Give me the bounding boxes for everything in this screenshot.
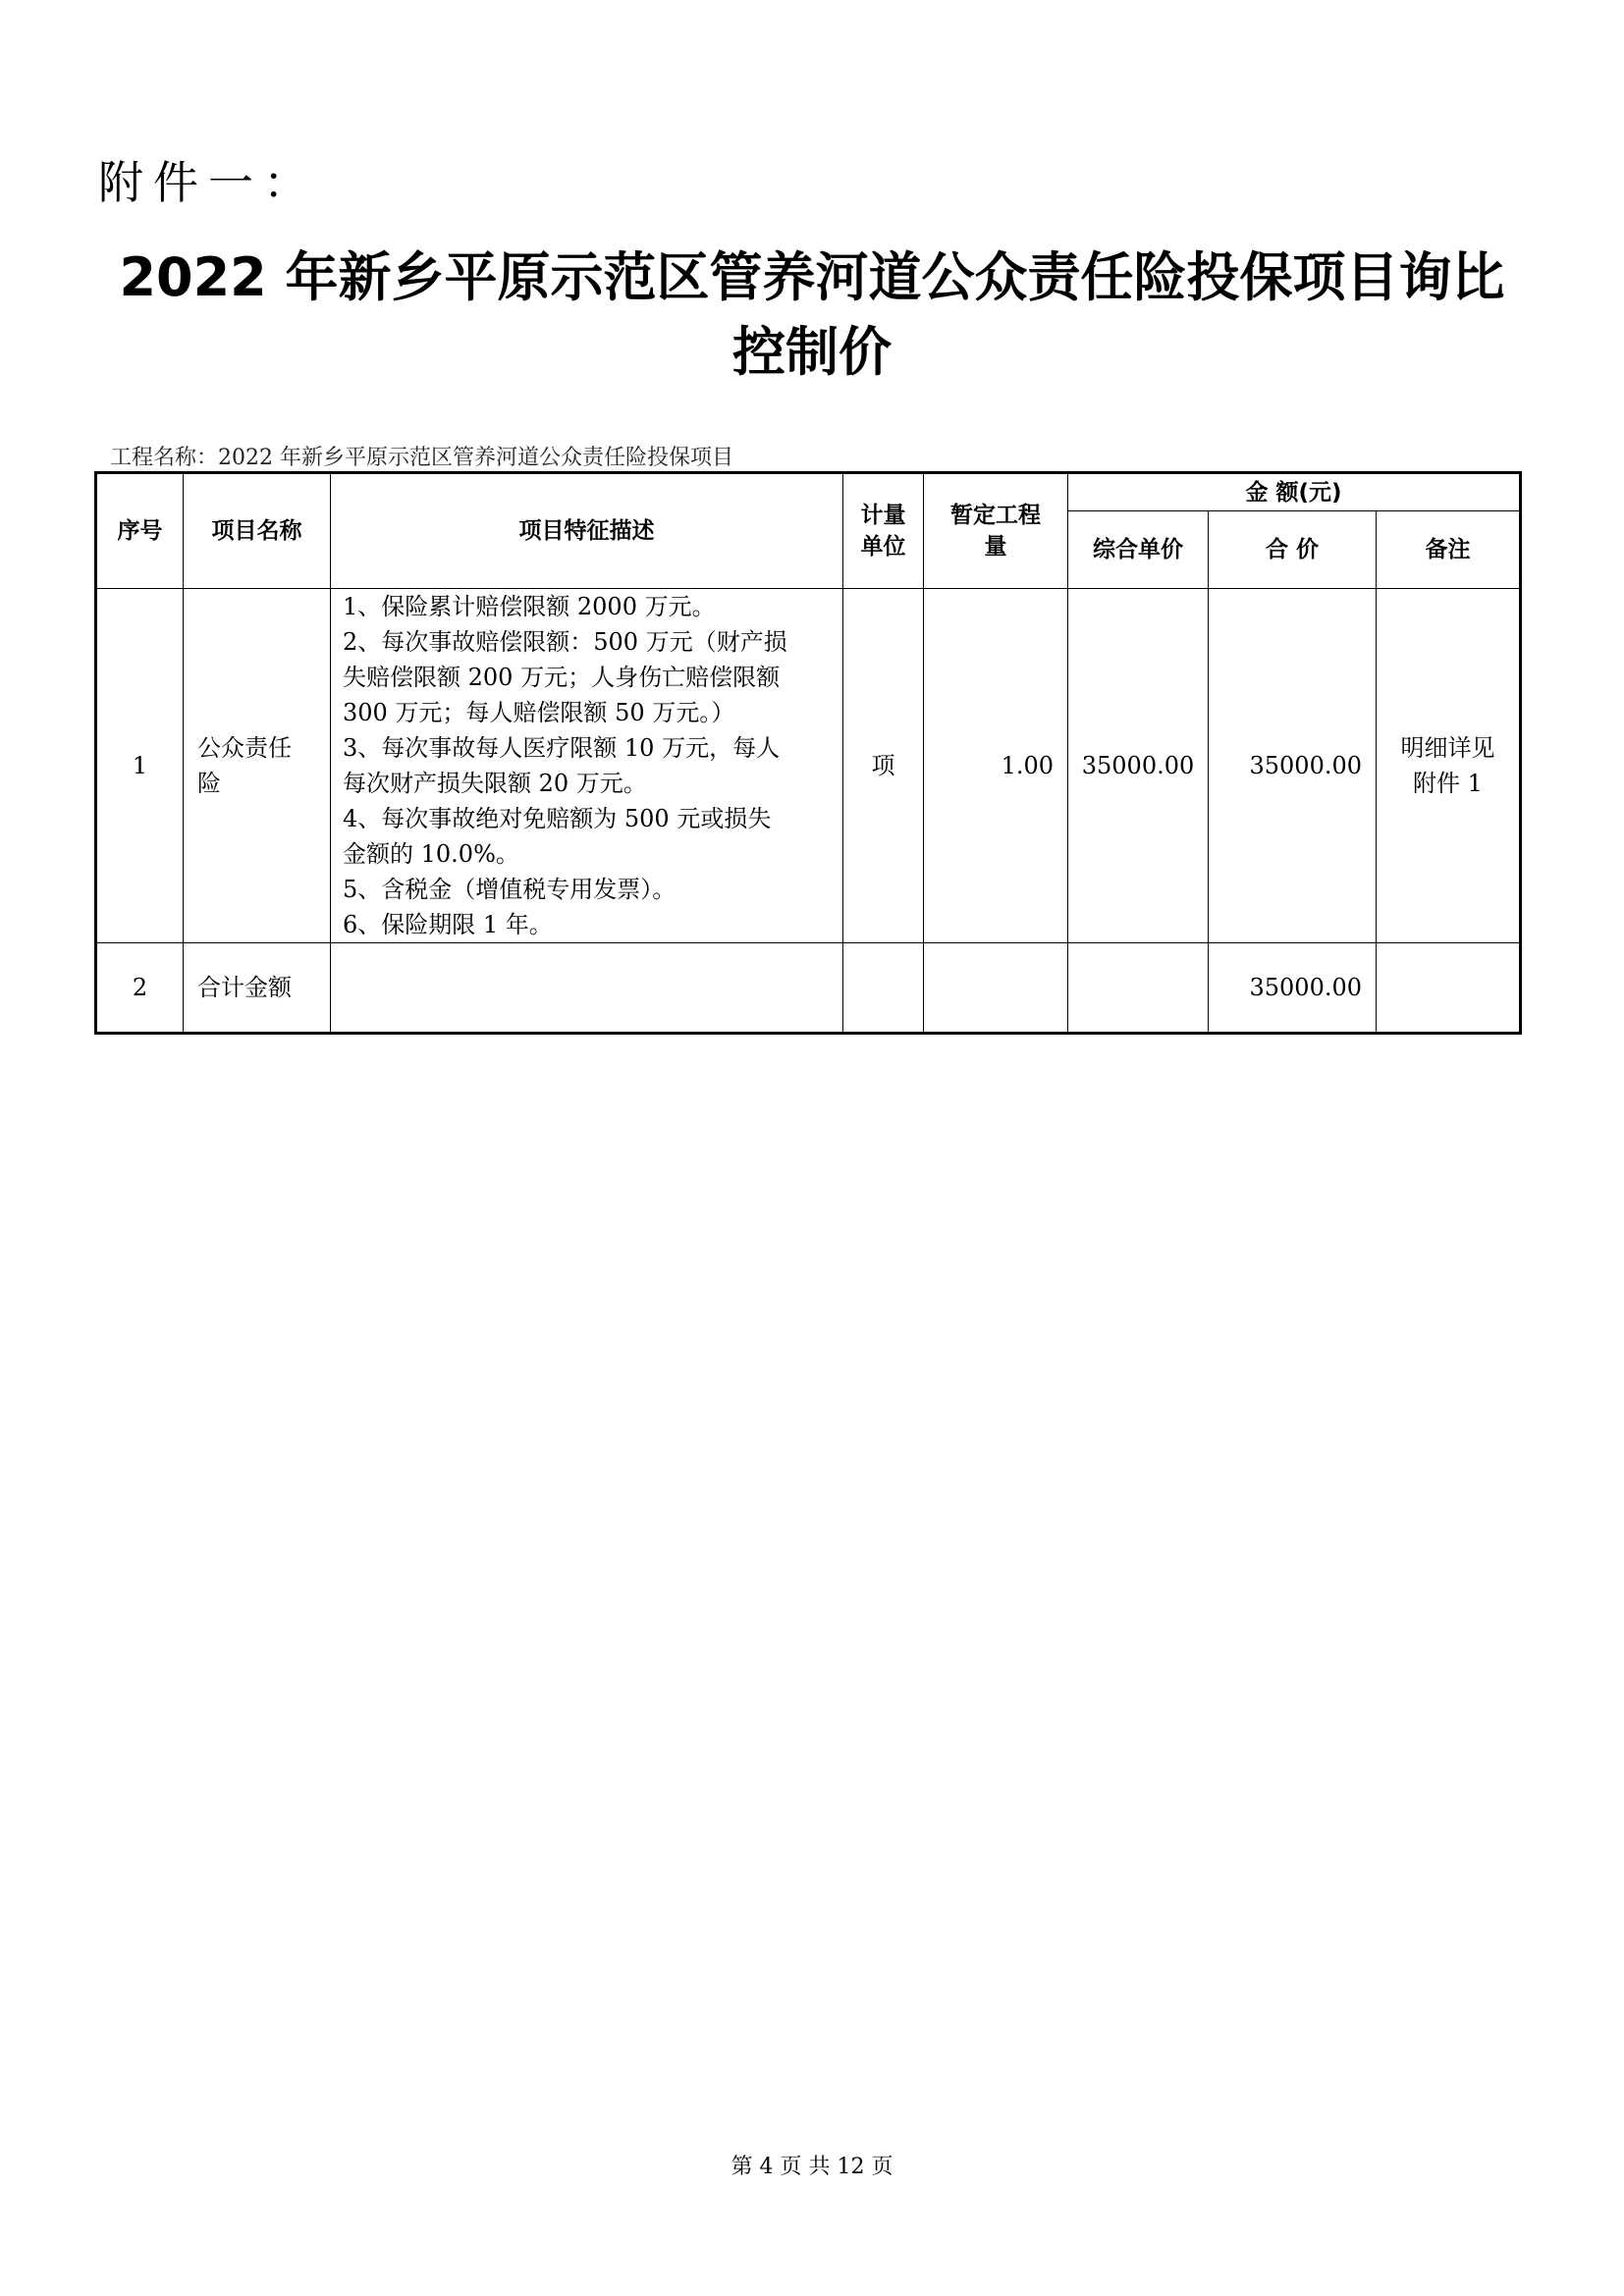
row-item-description [331,943,843,1034]
row-remark [1377,943,1521,1034]
row-quantity [924,943,1068,1034]
row-remark-line-1: 明细详见 [1400,734,1495,762]
description-line: 失赔偿限额 200 万元；人身伤亡赔偿限额 [343,664,781,691]
row-remark [1377,589,1521,943]
attachment-label: 附件一： [98,156,318,209]
row-item-description [331,589,843,943]
header-item-name: 项目名称 [184,473,331,589]
row-seq: 1 [96,589,184,943]
header-unit-line-2: 单位 [860,534,906,560]
header-unit [843,473,924,589]
row-unit-price: 35000.00 [1068,589,1209,943]
description-line: 3、每次事故每人医疗限额 10 万元，每人 [343,734,781,762]
header-unit-price: 综合单价 [1068,511,1209,589]
description-line: 1、保险累计赔偿限额 2000 万元。 [343,593,716,620]
header-unit-line-1: 计量 [860,503,906,528]
row-item-name-line-2: 险 [197,770,221,797]
row-unit-price [1068,943,1209,1034]
row-unit [843,943,924,1034]
project-name-line: 工程名称：2022 年新乡平原示范区管养河道公众责任险投保项目 [110,446,733,470]
row-item-name: 合计金额 [184,943,331,1034]
row-seq: 2 [96,943,184,1034]
description-line: 300 万元；每人赔偿限额 50 万元。） [343,699,735,726]
row-remark-line-2: 附件 1 [1413,770,1483,797]
header-item-description: 项目特征描述 [331,473,843,589]
row-item-name-line-1: 公众责任 [197,734,292,762]
header-remark: 备注 [1377,511,1521,589]
row-total: 35000.00 [1209,943,1377,1034]
description-line: 每次财产损失限额 20 万元。 [343,770,647,797]
header-quantity [924,473,1068,589]
description-line: 4、每次事故绝对免赔额为 500 元或损失 [343,805,772,832]
description-line: 2、每次事故赔偿限额：500 万元（财产损 [343,628,787,656]
description-line: 5、含税金（增值税专用发票）。 [343,876,677,903]
header-amount: 金 额(元) [1068,473,1521,511]
row-unit: 项 [843,589,924,943]
table-row [96,943,1521,1034]
row-quantity: 1.00 [924,589,1068,943]
document-title-line-2: 控制价 [732,321,892,383]
price-table [94,471,1522,1035]
header-quantity-line-1: 暂定工程 [950,503,1041,528]
row-item-name [184,589,331,943]
document-title-line-1: 2022 年新乡平原示范区管养河道公众责任险投保项目询比 [119,246,1505,308]
page-footer: 第 4 页 共 12 页 [731,2155,893,2179]
header-total: 合 价 [1209,511,1377,589]
header-seq: 序号 [96,473,184,589]
description-line: 6、保险期限 1 年。 [343,911,553,938]
table-row [96,589,1521,943]
header-quantity-line-2: 量 [984,534,1007,560]
row-total: 35000.00 [1209,589,1377,943]
description-line: 金额的 10.0%。 [343,840,519,868]
